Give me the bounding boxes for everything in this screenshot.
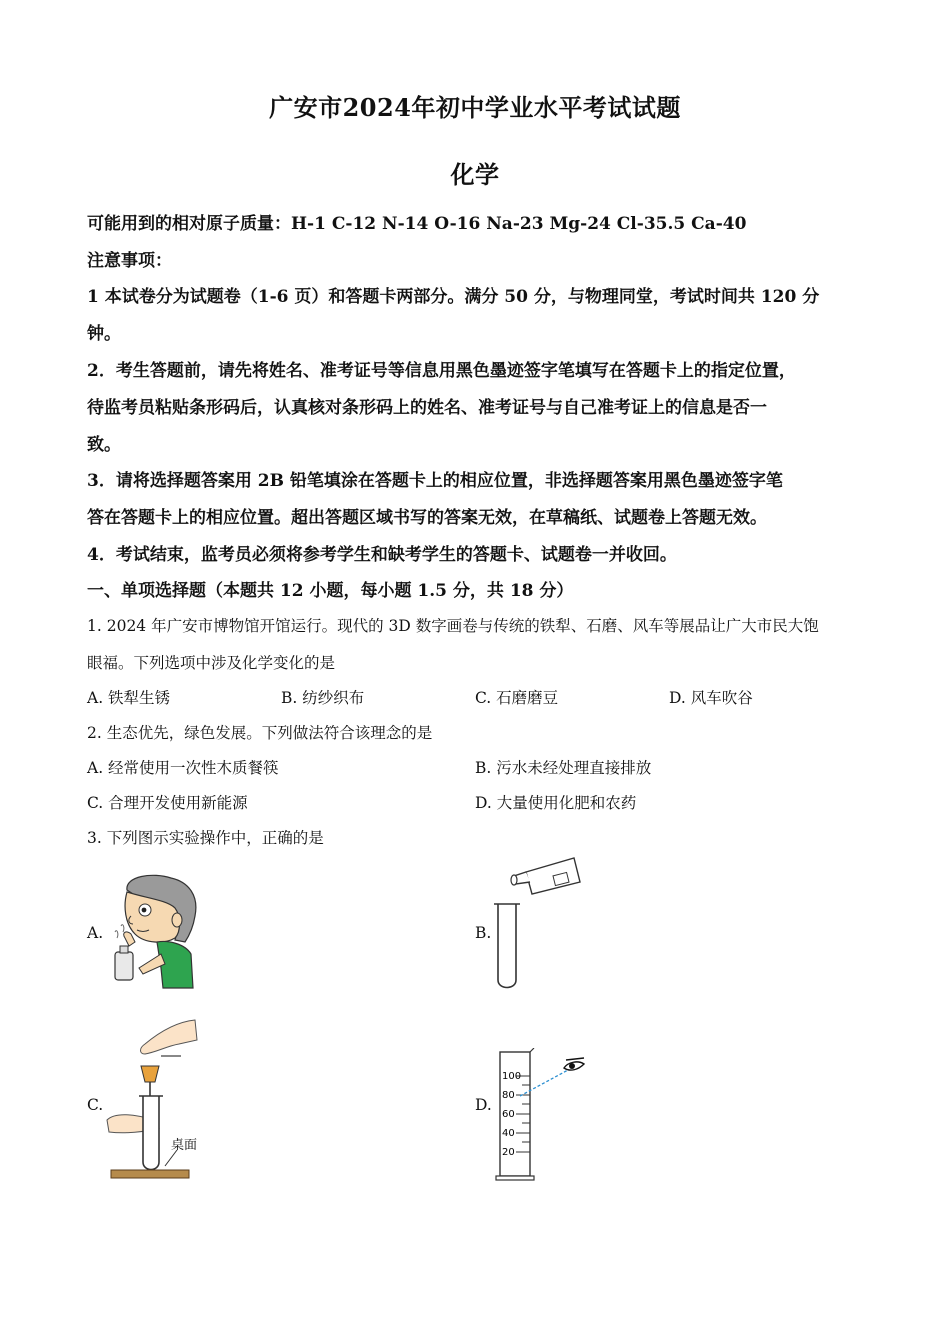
atomic-masses: 可能用到的相对原子质量：H-1 C-12 N-14 O-16 Na-23 Mg-24 Cl-35.5 Ca-40	[87, 214, 747, 234]
note-4: 4．考试结束，监考员必须将参考学生和缺考学生的答题卡、试题卷一并收回。	[87, 545, 677, 565]
cylinder-tick-40: 40	[502, 1128, 515, 1139]
note-2-line-1: 2．考生答题前，请先将姓名、准考证号等信息用黑色墨迹签字笔填写在答题卡上的指定位置，	[87, 361, 796, 381]
q3-label-b: B.	[475, 924, 492, 942]
q2-option-c: C. 合理开发使用新能源	[87, 794, 248, 812]
note-2-line-3: 致。	[87, 435, 121, 455]
desk-label: 桌面	[171, 1138, 198, 1153]
q3-stem: 3. 下列图示实验操作中，正确的是	[87, 829, 324, 847]
cylinder-tick-60: 60	[502, 1109, 515, 1120]
cylinder-tick-100: 100	[502, 1071, 522, 1082]
note-1-line-2: 钟。	[87, 324, 121, 344]
q1-option-a: A. 铁犁生锈	[87, 689, 171, 707]
q1-option-b: B. 纺纱织布	[281, 689, 365, 707]
q3-label-a: A.	[87, 924, 104, 942]
q2-option-d: D. 大量使用化肥和农药	[475, 794, 637, 812]
q1-option-d: D. 风车吹谷	[669, 689, 753, 707]
cylinder-tick-80: 80	[502, 1090, 515, 1101]
q1-option-c: C. 石磨磨豆	[475, 689, 559, 707]
figure-a-smelling-gas	[105, 872, 205, 990]
notes-heading: 注意事项：	[87, 251, 172, 271]
subject-title: 化学	[450, 160, 500, 189]
q2-stem: 2. 生态优先，绿色发展。下列做法符合该理念的是	[87, 724, 433, 742]
note-3-line-1: 3．请将选择题答案用 2B 铅笔填涂在答题卡上的相应位置，非选择题答案用黑色墨迹签字笔	[87, 471, 783, 491]
note-2-line-2: 待监考员粘贴条形码后，认真核对条形码上的姓名、准考证号与自己准考证上的信息是否一	[87, 398, 767, 418]
q2-option-b: B. 污水未经处理直接排放	[475, 759, 652, 777]
q1-stem-line-2: 眼福。下列选项中涉及化学变化的是	[87, 654, 336, 672]
q1-stem-line-1: 1. 2024 年广安市博物馆开馆运行。现代的 3D 数字画卷与传统的铁犁、石磨、风车等展品让广大市民大饱	[87, 617, 819, 635]
figure-b-pouring-liquid	[490, 852, 590, 992]
figure-c-adding-dropwise	[105, 1016, 215, 1184]
figure-d-reading-cylinder	[494, 1048, 594, 1184]
q2-option-a: A. 经常使用一次性木质餐筷	[87, 759, 279, 777]
q3-label-c: C.	[87, 1096, 104, 1114]
note-3-line-2: 答在答题卡上的相应位置。超出答题区域书写的答案无效，在草稿纸、试题卷上答题无效。	[87, 508, 767, 528]
section-heading: 一、单项选择题（本题共 12 小题，每小题 1.5 分，共 18 分）	[87, 581, 574, 601]
cylinder-tick-20: 20	[502, 1147, 515, 1158]
page-title: 广安市2024年初中学业水平考试试题	[269, 93, 681, 122]
note-1-line-1: 1 本试卷分为试题卷（1-6 页）和答题卡两部分。满分 50 分，与物理同堂，考试时间共 120 分	[87, 287, 820, 307]
q3-label-d: D.	[475, 1096, 492, 1114]
